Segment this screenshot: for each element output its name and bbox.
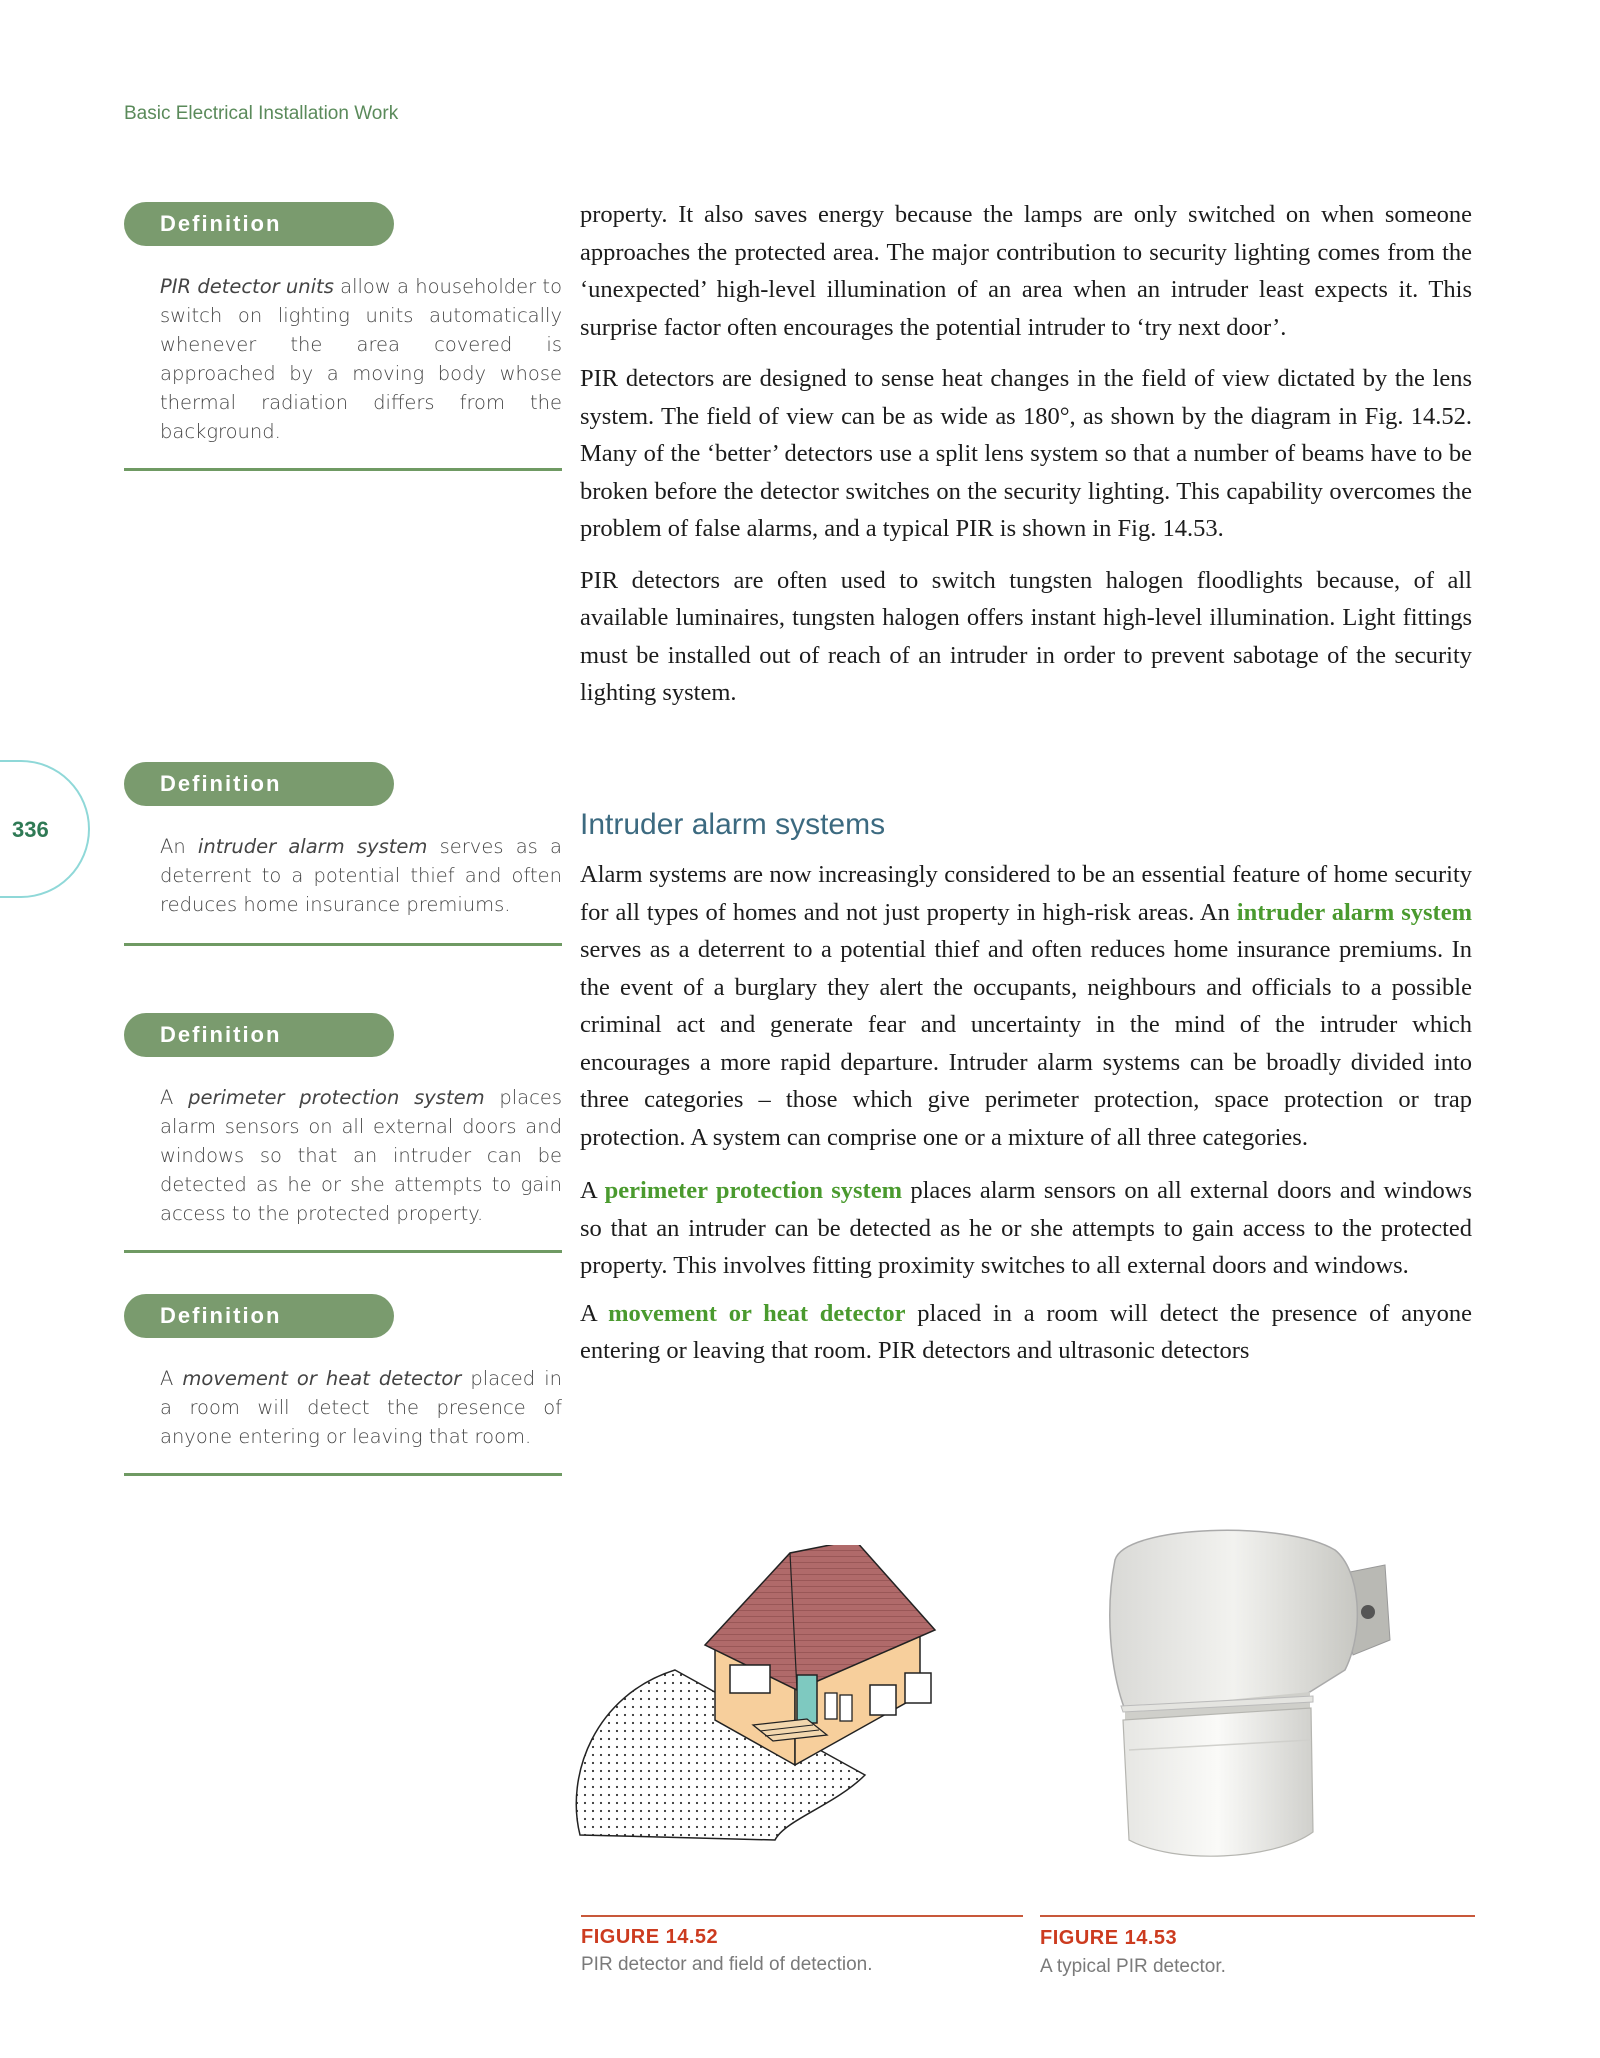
definition-body: places alarm sensors on all external doors and windows so that an intruder can be detected as he or she attempts to gain access to the protected property. xyxy=(160,1086,562,1225)
definition-pill: Definition xyxy=(124,202,394,246)
definition-term: movement or heat detector xyxy=(182,1367,462,1390)
definition-box-movement xyxy=(124,1294,562,1476)
definition-box-pir xyxy=(124,202,562,471)
figure-rule xyxy=(1040,1915,1475,1917)
body-column-top xyxy=(580,196,1472,712)
highlighted-term: intruder alarm system xyxy=(1236,898,1473,926)
paragraph: property. It also saves energy because the lamps are only switched on when someone approaches the protected area. The major contribution to security lighting comes from the ‘unexpected’ high-level illumination of an area when an intruder least expects it. This surprise factor often encourages the potential intruder to ‘try next door’. xyxy=(580,201,1472,341)
definition-text xyxy=(160,272,562,446)
definition-term: PIR detector units xyxy=(160,275,334,298)
definition-divider xyxy=(124,1250,562,1253)
figure-label: FIGURE 14.52 xyxy=(581,1926,719,1948)
pir-detector-figure xyxy=(1085,1520,1420,1880)
definition-body: serves as a deterrent to a potential thief and often reduces home insurance premiums. xyxy=(160,835,562,916)
figure-label: FIGURE 14.53 xyxy=(1040,1927,1178,1949)
definition-text xyxy=(160,1083,562,1228)
definition-body: allow a householder to switch on lighting units automatically whenever the area covered is approached by a moving body whose thermal radiation differs from the background. xyxy=(160,275,562,443)
paragraph xyxy=(580,856,1472,1156)
paragraph-text: A xyxy=(580,1177,605,1204)
house-window xyxy=(905,1673,931,1703)
bracket-hole xyxy=(1361,1605,1375,1619)
section-heading: Intruder alarm systems xyxy=(580,808,886,841)
definition-text xyxy=(160,1364,562,1451)
paragraph-text: Alarm systems are now increasingly considered to be an essential feature of home security for all types of homes and not just property in high-risk areas. An xyxy=(580,861,1472,926)
running-title: Basic Electrical Installation Work xyxy=(124,103,399,124)
definition-term: perimeter protection system xyxy=(188,1086,485,1109)
paragraph xyxy=(580,1172,1472,1285)
detector-housing xyxy=(1110,1530,1358,1710)
definition-pill: Definition xyxy=(124,762,394,806)
paragraph xyxy=(580,1295,1472,1370)
paragraph-text: places alarm sensors on all external doors and windows so that an intruder can be detected as he or she attempts to gain access to the protected property. This involves fitting proximity switches to all external doors and windows. xyxy=(580,1177,1473,1279)
definition-body: placed in a room will detect the presence of anyone entering or leaving that room. xyxy=(160,1367,562,1448)
house-window xyxy=(870,1685,896,1715)
definition-box-intruder-alarm xyxy=(124,762,562,946)
paragraph: PIR detectors are designed to sense heat changes in the field of view dictated by the lens system. The field of view can be as wide as 180°, as shown by the diagram in Fig. 14.52. Many of the ‘better’ detectors use a split lens system so that a number of beams have to be broken before the detector switches on the security lighting. This capability overcomes the problem of false alarms, and a typical PIR is shown in Fig. 14.53. xyxy=(580,365,1472,542)
definition-pill: Definition xyxy=(124,1013,394,1057)
definition-box-perimeter xyxy=(124,1013,562,1253)
paragraph-text: A xyxy=(580,1299,609,1327)
body-column-bottom xyxy=(580,856,1472,1370)
figure-caption: A typical PIR detector. xyxy=(1040,1956,1226,1977)
highlighted-term: perimeter protection system xyxy=(604,1177,903,1204)
figure-rule xyxy=(581,1915,1023,1917)
definition-divider xyxy=(124,1473,562,1476)
definition-prefix: An xyxy=(160,835,198,858)
paragraph-text: placed in a room will detect the presence of anyone entering or leaving that room. PIR detectors and ultrasonic detectors xyxy=(580,1299,1473,1364)
house-door xyxy=(797,1675,817,1723)
house-detection-figure xyxy=(575,1545,1040,1855)
definition-term: intruder alarm system xyxy=(197,835,428,858)
figure-caption: PIR detector and field of detection. xyxy=(581,1954,873,1975)
definition-divider xyxy=(124,943,562,946)
house-window xyxy=(730,1665,770,1693)
definition-pill: Definition xyxy=(124,1294,394,1338)
definition-divider xyxy=(124,468,562,471)
detector-lens xyxy=(1123,1708,1313,1856)
highlighted-term: movement or heat detector xyxy=(608,1299,906,1327)
definition-text xyxy=(160,832,562,919)
paragraph: PIR detectors are often used to switch tungsten halogen floodlights because, of all available luminaires, tungsten halogen offers instant high-level illumination. Light fittings must be installed out of reach of an intruder in order to prevent sabotage of the security lighting system. xyxy=(580,566,1472,706)
definition-prefix: A xyxy=(160,1086,189,1109)
page-number: 336 xyxy=(12,817,49,842)
definition-prefix: A xyxy=(160,1367,183,1390)
paragraph-text: serves as a deterrent to a potential thief and often reduces home insurance premiums. In the event of a burglary they alert the occupants, neighbours and officials to a possible criminal act and generate fear and uncertainty in the mind of the intruder which encourages a more rapid departure. Intruder alarm systems can be broadly divided into three categories – those which give perimeter protection, space protection or trap protection. A system can comprise one or a mixture of all three categories. xyxy=(580,936,1472,1151)
